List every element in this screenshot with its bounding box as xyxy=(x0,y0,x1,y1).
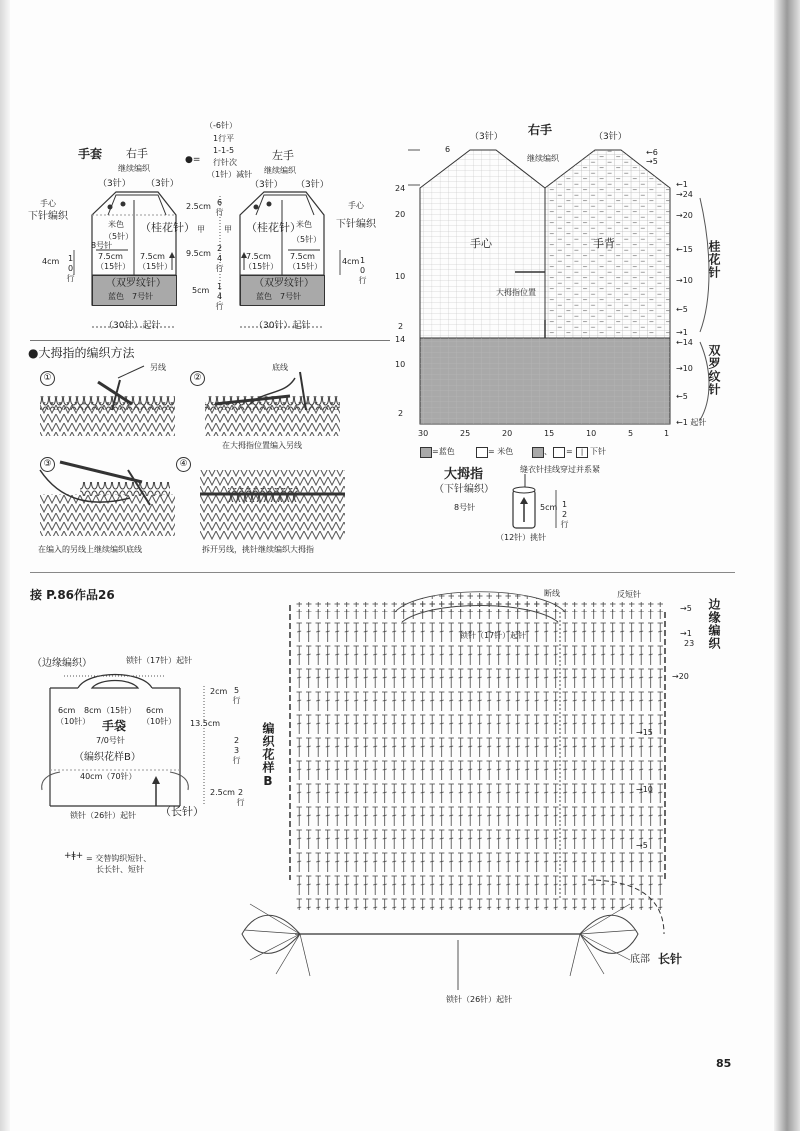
cream-label-left: 米色 xyxy=(296,220,312,229)
crochet-row-label: →10 xyxy=(636,785,653,794)
cream-stitches-left: （5针） xyxy=(292,235,322,244)
bag-chain-26: 锁针（26针）起针 xyxy=(70,811,137,820)
width-label: 7.5cm xyxy=(290,252,315,261)
row-label-value: 14 xyxy=(682,338,693,347)
bag-dim-25cm: 2.5cm xyxy=(210,788,235,797)
ribbing-color-left: 蓝色 7号针 xyxy=(256,292,302,301)
row-label-value: 5 xyxy=(652,157,658,166)
crochet-chain-26: 锁针（26针）起针 xyxy=(446,995,513,1004)
reverse-sc-label: 反短针 xyxy=(617,590,641,599)
crochet-row-label: →5 xyxy=(636,841,648,850)
moss-vertical-label: 桂花针 xyxy=(707,240,721,279)
row-label: 2 xyxy=(398,322,404,331)
height-4cm-right: 4cm xyxy=(342,257,360,266)
ribbing-label: （双罗纹针） xyxy=(106,278,166,289)
step-4-number: ④ xyxy=(176,457,191,472)
row-label-value: 5 xyxy=(682,305,688,314)
row-label: 6 xyxy=(445,145,451,154)
break-yarn-label: 断线 xyxy=(544,589,560,598)
row-label: 14 xyxy=(395,335,406,344)
decrease-line: 1-1-5 xyxy=(213,146,235,155)
row-label-right: ←15 xyxy=(676,245,693,254)
width-stitches: （15针） xyxy=(288,262,323,271)
continue-knit-label-left: 继续编织 xyxy=(264,166,296,175)
top-stitches-1: （3针） xyxy=(98,179,131,189)
row-label-right: ←14 xyxy=(676,338,693,347)
row-label-right: ←5 xyxy=(676,305,688,314)
palm-stitch: 下针编织 xyxy=(28,211,68,222)
crochet-row-label: →20 xyxy=(672,672,689,681)
jia-label: 甲 xyxy=(197,225,205,234)
row-label-value: 10 xyxy=(682,276,693,285)
width-label: 7.5cm xyxy=(98,252,123,261)
step-1-number: ① xyxy=(40,371,55,386)
top-stitches-4: （3针） xyxy=(296,180,329,190)
top-stitches-2: （3针） xyxy=(146,179,179,189)
crochet-row-label: →15 xyxy=(636,728,653,737)
row-label: 24 xyxy=(395,184,406,193)
crochet-row-value: 1 xyxy=(686,629,692,638)
right-hand-label: 右手 xyxy=(126,147,148,160)
row-label-value: 1 xyxy=(682,180,688,189)
cream-label: 米色 xyxy=(108,220,124,229)
bag-legend-note-1: = 交替钩织短针、 xyxy=(86,854,152,863)
legend-blue: =蓝色 xyxy=(432,447,455,456)
thumb-method-title: ●大拇指的编织方法 xyxy=(28,346,135,360)
step-3-caption: 在编入的另线上继续编织底线 xyxy=(38,545,142,554)
mitten-title: 手套 xyxy=(78,147,103,161)
row-label-right: ←6 xyxy=(646,148,658,157)
other-yarn-label: 另线 xyxy=(150,363,166,372)
bag-dim-135cm: 13.5cm xyxy=(190,719,221,728)
bag-pattern: （编织花样B） xyxy=(74,752,141,763)
cast-on-label: （30针）起针 xyxy=(104,321,161,331)
continue-from-label: 接 P.86作品26 xyxy=(30,588,115,602)
height-95cm: 9.5cm xyxy=(186,249,211,258)
crochet-row-label: →5 xyxy=(680,604,692,613)
bag-name: 手袋 xyxy=(102,719,127,733)
chart-continue: 继续编织 xyxy=(527,154,559,163)
decrease-line: 1行平 xyxy=(213,134,235,143)
stitch-number: 5 xyxy=(628,429,634,438)
row-label-right: ←1 xyxy=(676,180,688,189)
legend-knit-symbol: | xyxy=(576,447,588,458)
cast-on-label-left: （30针）起针 xyxy=(254,321,311,331)
row-label: 2 xyxy=(398,409,404,418)
continue-knit-label: 继续编织 xyxy=(118,164,150,173)
bag-rows-2: 2行 xyxy=(236,788,245,807)
step-3-number: ③ xyxy=(40,457,55,472)
crochet-row-value: 5 xyxy=(642,841,648,850)
stitch-number: 15 xyxy=(544,429,555,438)
bag-width: 40cm（70针） xyxy=(80,772,137,781)
thumb-title: 大拇指 xyxy=(444,467,484,482)
cream-stitches: （5针） xyxy=(104,232,134,241)
decrease-line: 行针次 xyxy=(213,158,237,167)
thumb-position-label: 大拇指位置 xyxy=(496,288,536,297)
top-stitches-3: （3针） xyxy=(250,180,283,190)
bag-stitches-10-right: （10针） xyxy=(142,717,177,726)
row-label-value: 15 xyxy=(682,245,693,254)
row-label-right: →5 xyxy=(646,157,658,166)
bullet-dot: ●= xyxy=(185,155,201,165)
palm-label-left: 手心 xyxy=(348,201,364,210)
width-stitches: （15针） xyxy=(138,262,173,271)
page-number: 85 xyxy=(716,1057,732,1070)
moss-label-left: （桂花针） xyxy=(246,221,301,234)
row-label-right: →24 xyxy=(676,190,693,199)
row-label-right: ←5 xyxy=(676,392,688,401)
chain-17-label: 锁针（17针）起针 xyxy=(126,656,193,665)
crochet-row-value: 5 xyxy=(686,604,692,613)
bag-dim-6cm-right: 6cm xyxy=(146,706,164,715)
crochet-row-label: →1 xyxy=(680,629,692,638)
row-label-right: →10 xyxy=(676,364,693,373)
decrease-line: （1针）减针 xyxy=(207,170,253,179)
jia-label-2: 甲 xyxy=(224,225,232,234)
width-stitches: （15针） xyxy=(244,262,279,271)
row-label-value: 5 xyxy=(682,392,688,401)
chart-back-label: 手背 xyxy=(593,237,615,250)
left-hand-label: 左手 xyxy=(272,149,294,162)
height-5cm: 5cm xyxy=(192,286,210,295)
bag-dim-8cm: 8cm xyxy=(84,706,102,715)
thumb-dim: 5cm xyxy=(540,503,558,512)
bag-long-stitch: （长针） xyxy=(160,805,204,818)
rows-10-right: 10行 xyxy=(358,256,367,285)
legend-knit: 下针 xyxy=(590,447,606,456)
chart-top-stitches-1: （3针） xyxy=(470,132,503,142)
bag-rows-5: 5行 xyxy=(232,686,241,705)
palm-stitch-left: 下针编织 xyxy=(336,219,376,230)
width-stitches: （15针） xyxy=(96,262,131,271)
row-label: 10 xyxy=(395,360,406,369)
thumb-pickup: （12针）挑针 xyxy=(496,533,547,542)
stitch-number: 1 xyxy=(664,429,670,438)
crochet-chain-17: 锁针（17针）起针 xyxy=(460,631,527,640)
rows-24: 24行 xyxy=(215,244,224,273)
stitch-number: 20 xyxy=(502,429,513,438)
chart-top-stitches-2: （3针） xyxy=(594,132,627,142)
edge-knit-label: （边缘编织） xyxy=(32,658,92,669)
bag-needle: 7/0号针 xyxy=(96,736,125,745)
row-label: 20 xyxy=(395,210,406,219)
palm-label: 手心 xyxy=(40,199,56,208)
row-label-value: 1 起针 xyxy=(682,418,707,427)
row-label-right: ←1 起针 xyxy=(676,418,707,427)
row-label-value: 10 xyxy=(682,364,693,373)
pattern-b-vertical: 编织花样B xyxy=(261,722,275,789)
legend-separator: 、 xyxy=(544,447,552,456)
step-4-caption: 拆开另线，挑针继续编织大拇指 xyxy=(202,545,314,554)
stitch-number: 10 xyxy=(586,429,597,438)
thumb-note: 缝衣针挂线穿过并系紧 xyxy=(520,465,600,474)
rows-6: 6行 xyxy=(215,198,224,217)
moss-label: （桂花针） xyxy=(140,221,195,234)
thumb-needle: 8号针 xyxy=(454,503,476,512)
stitch-number: 25 xyxy=(460,429,471,438)
crochet-row-label: 23 xyxy=(684,639,695,648)
legend-cream: = 米色 xyxy=(488,447,514,456)
bag-stitches-15: （15针） xyxy=(102,706,137,715)
crochet-bottom-label: 底部 xyxy=(630,954,650,965)
legend-equals: = xyxy=(566,447,573,456)
chart-palm-label: 手心 xyxy=(470,237,492,250)
crochet-long-stitch-label: 长针 xyxy=(658,952,683,966)
thumb-subtitle: （下针编织） xyxy=(434,484,494,495)
decrease-line: （-6针） xyxy=(205,121,237,130)
width-label: 7.5cm xyxy=(246,252,271,261)
ribbing-color: 蓝色 7号针 xyxy=(108,292,154,301)
ribbing-vertical-label: 双罗纹针 xyxy=(707,344,721,396)
crochet-row-value: 20 xyxy=(678,672,689,681)
bag-stitches-10: （10针） xyxy=(56,717,91,726)
edge-knit-vertical: 边缘编织 xyxy=(707,598,721,650)
stitch-number: 30 xyxy=(418,429,429,438)
width-label: 7.5cm xyxy=(140,252,165,261)
row-label-value: 1 xyxy=(682,328,688,337)
ribbing-label-left: （双罗纹针） xyxy=(254,278,314,289)
step-2-caption: 在大拇指位置编入另线 xyxy=(222,441,302,450)
bag-rows-23: 23行 xyxy=(232,736,241,765)
bag-legend-symbol: +ǂ+ xyxy=(64,851,84,861)
row-label-right: →20 xyxy=(676,211,693,220)
thumb-rows: 12行 xyxy=(560,500,569,529)
crochet-row-value: 15 xyxy=(642,728,653,737)
row-label-right: →1 xyxy=(676,328,688,337)
height-25cm: 2.5cm xyxy=(186,202,211,211)
rows-14: 14行 xyxy=(215,282,224,311)
row-label: 10 xyxy=(395,272,406,281)
rows-10: 10行 xyxy=(66,254,75,283)
needle-8-label: 8号针 xyxy=(91,241,113,250)
step-2-number: ② xyxy=(190,371,205,386)
thumb-method-title-text: 大拇指的编织方法 xyxy=(38,346,135,360)
crochet-row-value: 10 xyxy=(642,785,653,794)
row-label-value: 24 xyxy=(682,190,693,199)
height-4cm: 4cm xyxy=(42,257,60,266)
row-label-value: 20 xyxy=(682,211,693,220)
bag-dim-6cm: 6cm xyxy=(58,706,76,715)
row-label-right: →10 xyxy=(676,276,693,285)
base-yarn-label: 底线 xyxy=(272,363,288,372)
bag-dim-2cm: 2cm xyxy=(210,687,228,696)
bag-legend-note-2: 长长针、短针 xyxy=(96,865,144,874)
row-label-value: 6 xyxy=(652,148,658,157)
chart-title: 右手 xyxy=(528,123,553,137)
